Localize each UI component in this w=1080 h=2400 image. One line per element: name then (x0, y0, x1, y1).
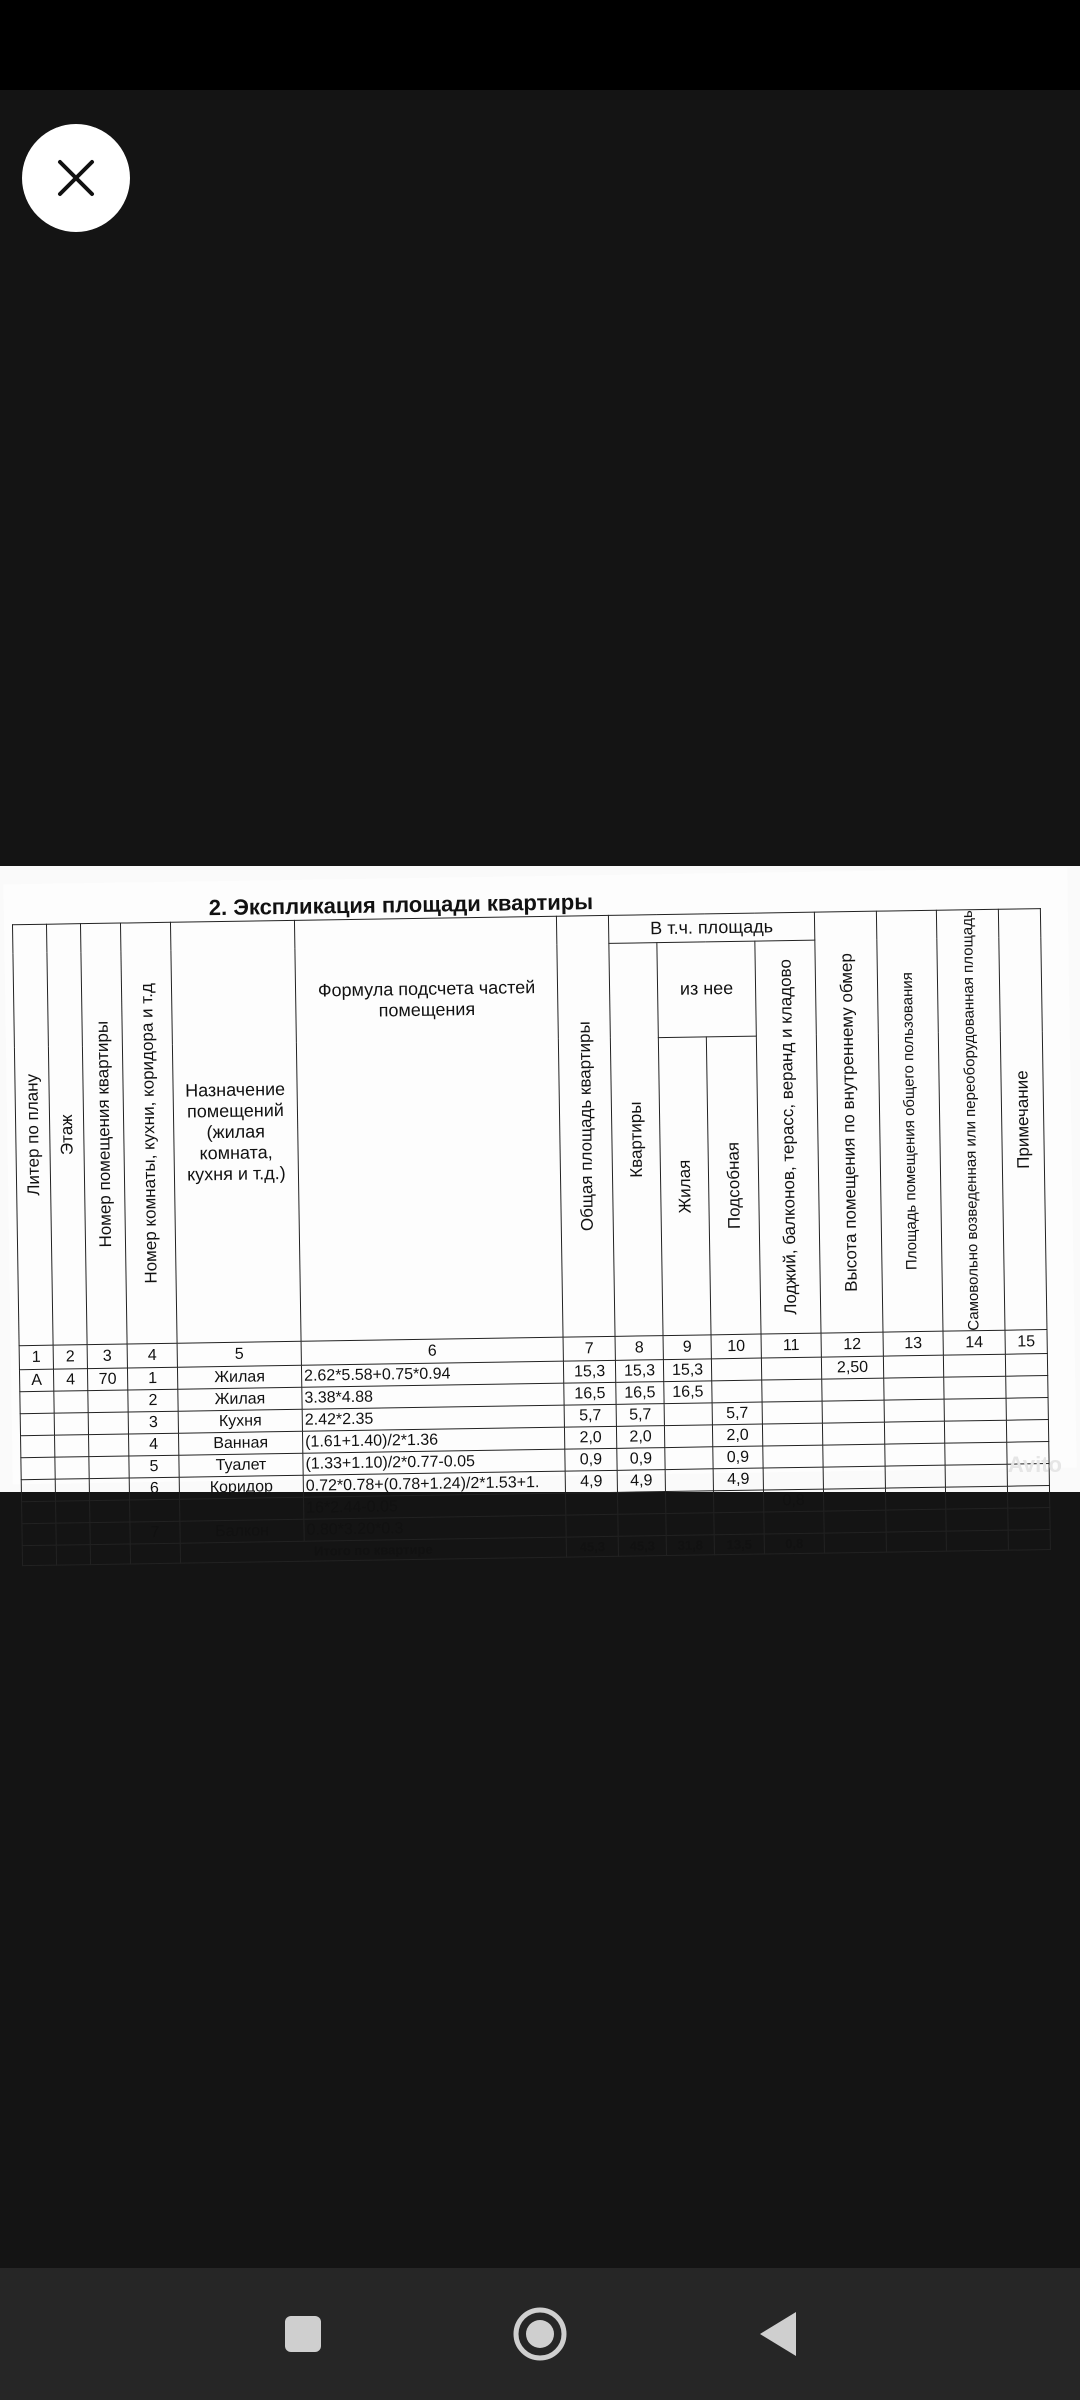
formula-cell: 3.38*4.88 (302, 1384, 564, 1410)
formula-cell: 0.80*3.20*0.3 (304, 1516, 566, 1542)
header-apt-number: Номер помещения квартиры (80, 923, 127, 1345)
close-icon (56, 158, 96, 198)
explication-table (12, 908, 1051, 1567)
total-cell: 45,3 (566, 1537, 618, 1558)
floor-cell: 4 (53, 1369, 87, 1392)
total-cell: 16,5 (564, 1383, 616, 1406)
room-num-cell: 6 (129, 1478, 179, 1501)
apt-area-cell: 4,9 (617, 1470, 665, 1493)
header-floor: Этаж (46, 924, 87, 1346)
room-num-cell: 5 (129, 1456, 179, 1479)
total-cell: 5,7 (564, 1405, 616, 1428)
col-num: 15 (1005, 1330, 1047, 1355)
total-label: Итого по квартире (180, 1538, 566, 1564)
room-name-cell: Жилая (177, 1366, 301, 1390)
empty-cell (943, 1355, 1005, 1378)
living-cell (664, 1425, 712, 1448)
room-name-cell: Ванная (179, 1432, 303, 1456)
total-cell: 0,9 (565, 1449, 617, 1472)
liter-cell: А (19, 1370, 53, 1393)
room-name-cell: Балкон (180, 1520, 304, 1544)
header-loggia: Лоджий, балконов, терасс, веранд и кладово (755, 940, 821, 1334)
col-num: 1 (19, 1346, 53, 1371)
document-sheet (3, 868, 1076, 1560)
living-cell: 15,3 (663, 1359, 711, 1382)
empty-cell (883, 1356, 943, 1379)
header-incl-area: В т.ч. площадь (608, 912, 814, 943)
loggia-cell (763, 1468, 823, 1491)
header-total-area: Общая площадь квартиры (556, 915, 615, 1337)
navigation-bar (0, 2268, 1080, 2400)
header-room-number: Номер комнаты, кухни, коридора и т.д (120, 922, 177, 1344)
formula-cell: 0.72*0.78+(0.78+1.24)/2*1.53+1. (303, 1472, 565, 1498)
aux-cell (711, 1359, 761, 1382)
apt-area-cell: 16,5 (616, 1382, 664, 1405)
col-num: 7 (563, 1337, 615, 1362)
col-num: 13 (883, 1332, 943, 1357)
status-bar (0, 0, 1080, 90)
recents-button[interactable] (275, 2306, 331, 2362)
col-num: 6 (301, 1338, 563, 1366)
living-cell: 16,5 (664, 1381, 712, 1404)
header-note: Примечание (998, 909, 1047, 1331)
header-apt-area: Квартиры (609, 943, 663, 1337)
loggia-cell (761, 1358, 821, 1381)
recents-square-icon (283, 2314, 323, 2354)
col-num: 14 (943, 1331, 1005, 1356)
total-cell: 15,3 (563, 1361, 615, 1384)
loggia-cell (763, 1446, 823, 1469)
apt-area-cell: 2,0 (616, 1426, 664, 1449)
col-num: 5 (177, 1342, 301, 1368)
aux-cell (712, 1381, 762, 1404)
apt-area-cell: 15,3 (615, 1360, 663, 1383)
height-cell: 2,50 (821, 1357, 883, 1380)
room-name-cell: Жилая (178, 1388, 302, 1412)
apt-area-cell: 45,3 (618, 1536, 666, 1557)
aux-cell: 13,5 (714, 1535, 764, 1556)
document-title: 2. Экспликация площади квартиры (208, 889, 594, 921)
loggia-cell (762, 1424, 822, 1447)
header-height: Высота помещения по внутреннему обмер (814, 911, 883, 1333)
apt-area-cell: 5,7 (616, 1404, 664, 1427)
room-name-cell: Кухня (178, 1410, 302, 1434)
document-photo (0, 866, 1080, 1560)
home-button[interactable] (512, 2306, 568, 2362)
loggia-cell (762, 1380, 822, 1403)
loggia-cell: 0,8 (764, 1534, 824, 1555)
living-cell: 31,8 (666, 1535, 714, 1556)
living-cell (665, 1469, 713, 1492)
col-num: 3 (87, 1344, 127, 1369)
aux-cell: 4,9 (713, 1469, 763, 1492)
col-num: 8 (615, 1336, 663, 1361)
header-auxiliary: Подсобная (706, 1036, 761, 1335)
col-num: 9 (663, 1335, 711, 1360)
col-num: 11 (761, 1334, 821, 1359)
header-living: Жилая (658, 1037, 711, 1336)
col-num: 10 (711, 1335, 761, 1360)
room-num-cell: 4 (129, 1434, 179, 1457)
col-num: 12 (821, 1333, 883, 1358)
room-num-cell: 1 (127, 1368, 177, 1391)
formula-cell: 2.62*5.58+0.75*0.94 (301, 1362, 563, 1388)
back-button[interactable] (750, 2306, 806, 2362)
room-name-cell: Туалет (179, 1454, 303, 1478)
loggia-cell (762, 1402, 822, 1425)
header-purpose: Назначение помещений (жилая комната, кухня и т.д.) (170, 920, 301, 1343)
aux-cell: 2,0 (712, 1425, 762, 1448)
apt-cell: 70 (87, 1368, 127, 1391)
room-num-cell: 2 (128, 1390, 178, 1413)
col-num: 2 (53, 1345, 87, 1370)
living-cell (664, 1403, 712, 1426)
close-button[interactable] (22, 124, 130, 232)
aux-cell: 5,7 (712, 1403, 762, 1426)
watermark-logo: Avito (1007, 1452, 1062, 1477)
loggia-cell: 0,8 (763, 1490, 823, 1513)
formula-cell: (1.33+1.10)/2*0.77-0.05 (303, 1450, 565, 1476)
formula-cell: 2.42*2.35 (302, 1406, 564, 1432)
back-triangle-icon (756, 2310, 800, 2358)
header-liter: Литер по плану (12, 924, 53, 1346)
col-num: 4 (127, 1344, 177, 1369)
formula-cell: (1.61+1.40)/2*1.36 (302, 1428, 564, 1454)
header-common-area: Площадь помещения общего пользования (876, 910, 943, 1332)
room-num-cell: 3 (128, 1412, 178, 1435)
empty-cell (1005, 1354, 1047, 1377)
total-cell: 2,0 (564, 1427, 616, 1450)
room-num-cell: 7 (130, 1522, 180, 1545)
formula-cell: 16*2.44-0.05 (304, 1494, 566, 1520)
living-cell (665, 1447, 713, 1470)
room-name-cell: Коридор (179, 1476, 303, 1500)
aux-cell: 0,9 (713, 1447, 763, 1470)
home-circle-icon (512, 2306, 568, 2362)
apt-area-cell: 0,9 (617, 1448, 665, 1471)
header-unauthorized-area: Самовольно возведенная или переоборудованная площадь (936, 909, 1005, 1331)
header-of-which: из нее (657, 941, 756, 1037)
total-cell: 4,9 (565, 1471, 617, 1494)
header-formula: Формула подсчета частей помещения (294, 916, 563, 1342)
